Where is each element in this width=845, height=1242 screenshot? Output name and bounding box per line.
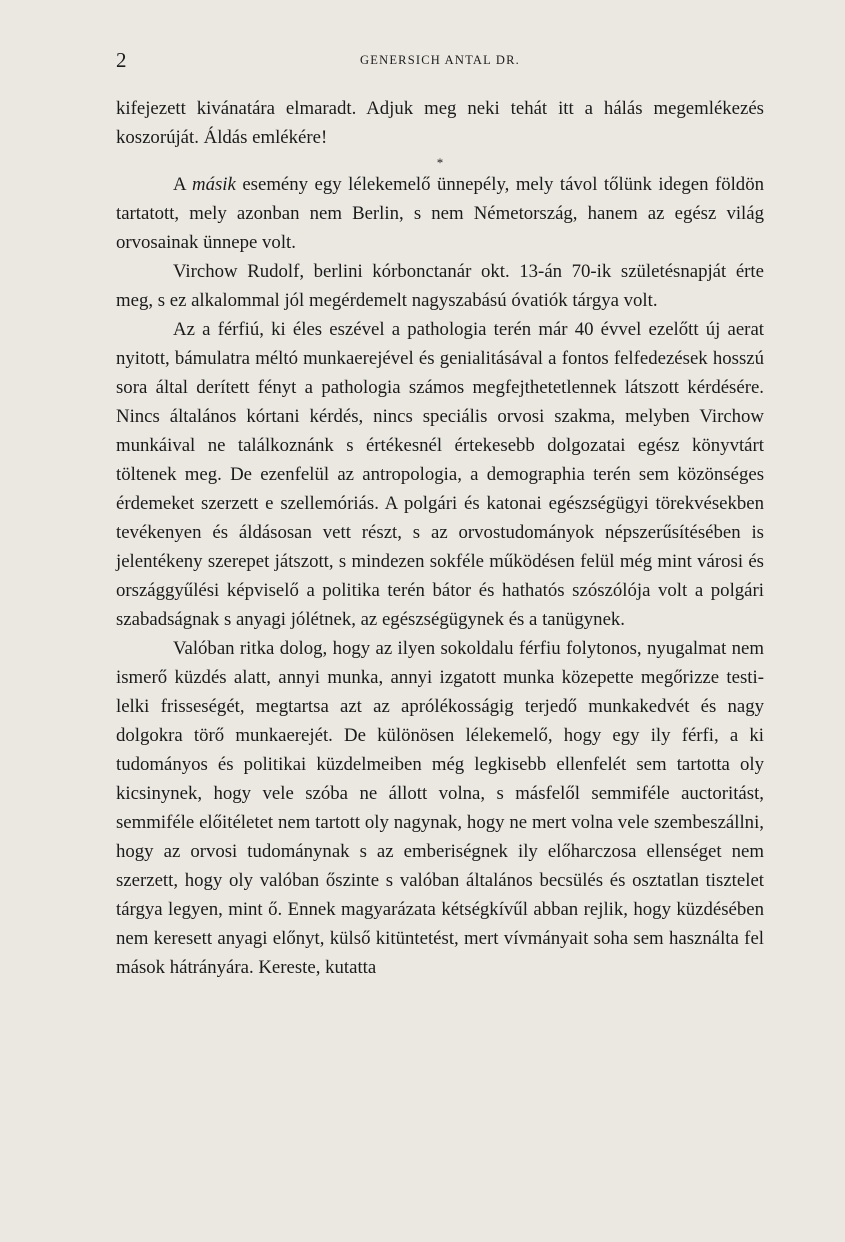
paragraph-2-emphasis: másik	[192, 174, 236, 195]
page-number: 2	[116, 48, 127, 72]
paragraph-1: kifejezett kivánatára elmaradt. Adjuk meg neki tehát itt a hálás megemlékezés koszorúját. Áldás emlékére!	[116, 98, 764, 148]
paragraph-5: Valóban ritka dolog, hogy az ilyen sokoldalu férfiu folytonos, nyugalmat nem ismerő küzdés alatt, annyi munka, annyi izgatott munka közepette megőrizze testi-lelki frisseségét, megtartsa azt az aprólékosságig terjedő munkakedvét és nagy dolgokra törő munkaerejét. De különösen lélekemelő, hogy egy ily férfi, a ki tudományos és politikai küzdelmeiben még legkisebb ellenfelét sem tartotta oly kicsinynek, hogy vele szóba ne állott volna, s másfelől semmiféle auctoritást, semmiféle előitéletet nem tartott oly nagynak, hogy ne mert volna vele szembeszállni, hogy az orvosi tudománynak s az emberiségnek ily előharczosa ellenséget nem szerzett, hogy oly valóban őszinte s valóban általános becsülés és osztatlan tisztelet tárgya legyen, mint ő. Ennek magyarázata kétségkívűl abban rejlik, hogy küzdésében nem keresett anyagi előnyt, külső kitüntetést, mert vívmányait soha sem használta fel mások hátrányára. Kereste, kutatta	[116, 638, 764, 978]
paragraph-4: Az a férfiú, ki éles eszével a pathologia terén már 40 évvel ezelőtt új aerat nyitott, bámulatra méltó munkaerejével és genialitásával a fontos felfedezések hosszú sora által derített fényt a pathologia számos megfejthetetlennek látszott kérdésére. Nincs általános kórtani kérdés, nincs speciális orvosi szakma, melyben Virchow munkáival ne találkoznánk s értékesnél értekesebb dolgozatai egész könyvtárt töltenek meg. De ezenfelül az antropologia, a demographia terén sem közönséges érdemeket szerzett e szellemóriás. A polgári és katonai egészségügyi törekvésekben tevékenyen és áldásosan vett részt, s az orvostudományok népszerűsítésében is jelentékeny szerepet játszott, s mindezen sokféle működésen felül még mint városi és országgyűlési képviselő a politika terén bátor és hathatós szószólója volt a polgári szabadságnak s anyagi jólétnek, az egészségügynek és a tanügynek.	[116, 319, 764, 630]
section-separator: *	[436, 155, 444, 170]
running-head: GENERSICH ANTAL DR.	[360, 53, 520, 67]
body-text	[116, 94, 764, 982]
paragraph-3: Virchow Rudolf, berlini kórbonctanár okt. 13-án 70-ik születésnapját érte meg, s ez alkalommal jól megérdemelt nagyszabású óvatiók tárgya volt.	[116, 261, 764, 311]
page-header	[116, 48, 764, 72]
paragraph-2-rest: esemény egy lélekemelő ünnepély, mely távol tőlünk idegen földön tartatott, mely azonban nem Berlin, s nem Németország, hanem az egész világ orvosainak ünnepe volt.	[116, 174, 764, 253]
paragraph-2-prefix: A	[173, 174, 193, 195]
paragraph-2	[116, 170, 764, 257]
